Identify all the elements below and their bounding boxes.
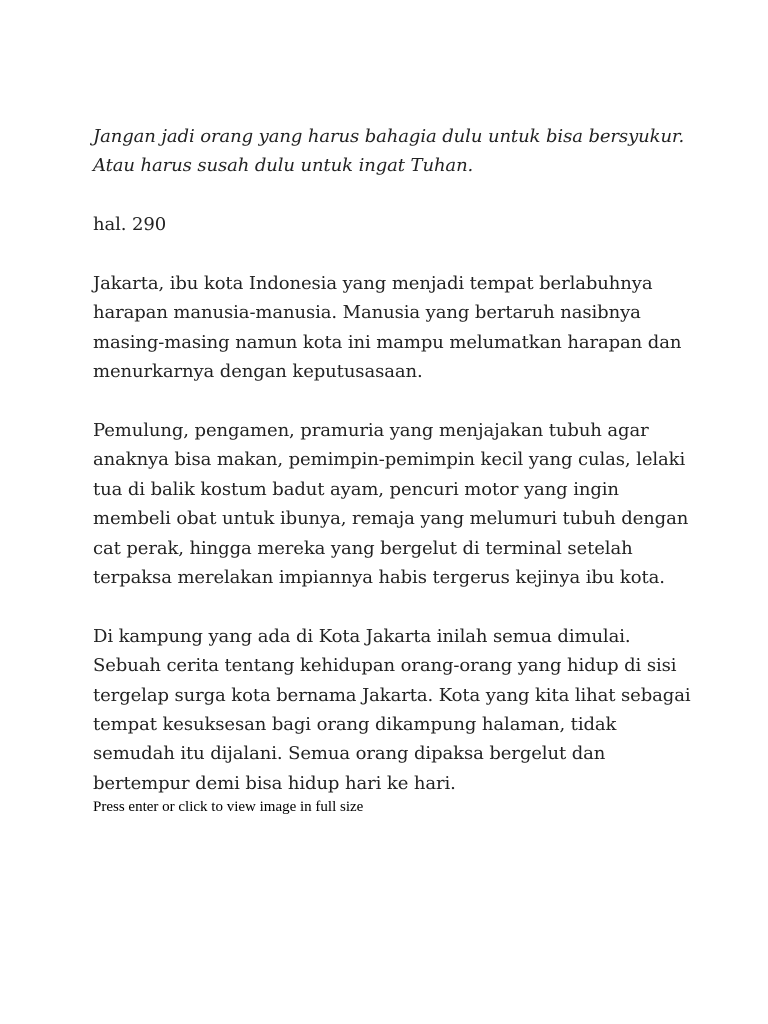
article-body	[93, 122, 693, 816]
quote: Jangan jadi orang yang harus bahagia dulu untuk bisa bersyukur. Atau harus susah dulu untuk ingat Tuhan.	[93, 126, 685, 177]
paragraph-1: Jakarta, ibu kota Indonesia yang menjadi tempat berlabuhnya harapan manusia-manusia. Manusia yang bertaruh nasibnya masing-masing namun kota ini mampu melumatkan harapan dan menurkarnya dengan keputusasaan.	[93, 273, 682, 383]
paragraph-2: Pemulung, pengamen, pramuria yang menjajakan tubuh agar anaknya bisa makan, pemimpin-pemimpin kecil yang culas, lelaki tua di balik kostum badut ayam, pencuri motor yang ingin membeli obat untuk ibunya, remaja yang melumuri tubuh dengan cat perak, hingga mereka yang bergelut di terminal setelah terpaksa merelakan impiannya habis tergerus kejinya ibu kota.	[93, 420, 689, 589]
image-caption-link[interactable]: Press enter or click to view image in full size	[93, 799, 364, 816]
paragraph-3: Di kampung yang ada di Kota Jakarta inilah semua dimulai. Sebuah cerita tentang kehidupan orang-orang yang hidup di sisi tergelap surga kota bernama Jakarta. Kota yang kita lihat sebagai tempat kesuksesan bagi orang dikampung halaman, tidak semudah itu dijalani. Semua orang dipaksa bergelut dan bertempur demi bisa hidup hari ke hari.	[93, 625, 691, 794]
page-reference: hal. 290	[93, 214, 167, 236]
